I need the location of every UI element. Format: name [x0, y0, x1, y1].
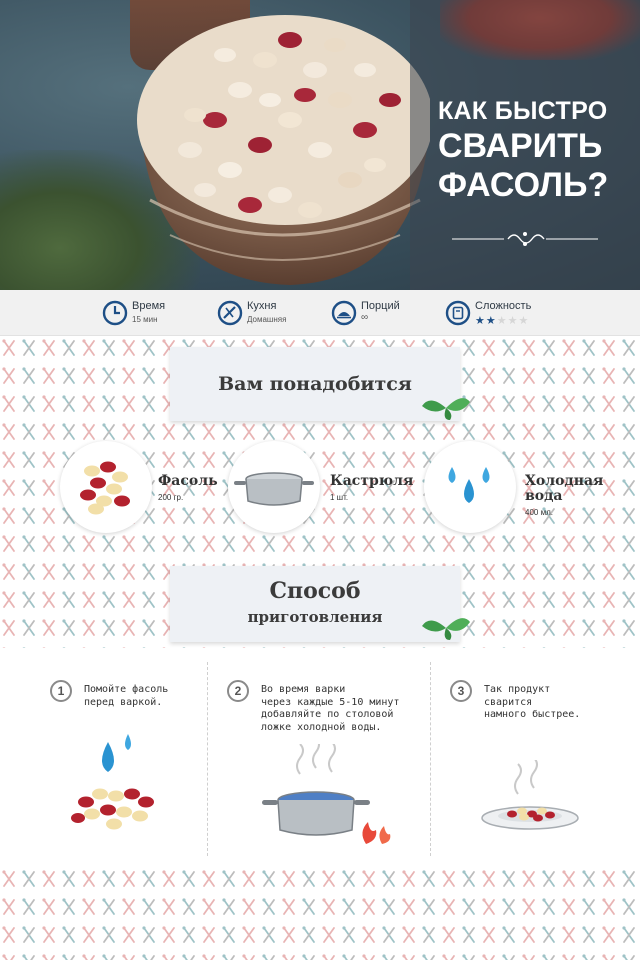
difficulty-label: Сложность — [475, 300, 532, 312]
step-1-line-1: Помойте фасоль — [84, 684, 169, 695]
step-1-text — [84, 684, 168, 709]
step-1-line-2: перед варкой. — [84, 696, 163, 708]
bean-bowl-image — [130, 0, 430, 290]
pot-circle — [228, 441, 320, 533]
plate-icon — [217, 300, 243, 326]
scale-icon — [445, 300, 471, 326]
time-value: 15 мин — [132, 315, 158, 324]
star-filled-icon: ★ — [485, 315, 497, 327]
water-name-line-2: вода — [525, 488, 563, 505]
wash-beans-icon — [64, 730, 164, 834]
step-divider — [430, 662, 431, 856]
ingredient-pot-qty: 1 шт. — [330, 493, 349, 502]
water-circle — [424, 441, 516, 533]
star-empty-icon: ★ — [518, 315, 530, 327]
difficulty-stars — [475, 314, 529, 327]
page-title — [438, 98, 628, 203]
beans-icon — [60, 441, 152, 533]
star-empty-icon: ★ — [496, 315, 508, 327]
ingredient-pot-name: Кастрюля — [330, 473, 414, 489]
step-3-text — [484, 684, 580, 722]
cutlery-pattern-bottom — [0, 868, 640, 960]
cutlery-pattern-icon — [0, 868, 640, 960]
step-2-line-2: через каждые 5-10 минут — [261, 696, 400, 708]
ornament-divider-icon — [452, 228, 598, 250]
boiling-pot-icon — [258, 744, 398, 848]
star-filled-icon: ★ — [475, 315, 486, 327]
water-name-line-1: Холодная — [525, 473, 604, 489]
star-empty-icon: ★ — [507, 315, 519, 327]
method-heading-line-1: Способ — [269, 578, 361, 604]
cuisine-label: Кухня — [247, 300, 277, 312]
servings-value: ∞ — [361, 312, 369, 323]
serving-icon — [331, 300, 357, 326]
step-2-line-1: Во время варки — [261, 684, 346, 695]
hero-banner — [0, 0, 640, 290]
step-3-line-3: намного быстрее. — [484, 709, 581, 720]
step-divider — [207, 662, 208, 856]
mint-leaf-icon — [420, 608, 472, 642]
servings-label: Порций — [361, 300, 400, 312]
ingredient-water-name — [525, 474, 603, 505]
title-line-2: СВАРИТЬ — [438, 127, 603, 165]
ingredient-beans-qty: 200 гр. — [158, 493, 184, 502]
step-2-line-3: добавляйте по столовой — [261, 709, 394, 720]
step-2-number: 2 — [227, 680, 249, 702]
water-drops-icon — [424, 441, 516, 533]
clock-icon — [102, 300, 128, 326]
method-heading-line-2: приготовления — [247, 608, 383, 626]
pot-icon — [228, 441, 320, 533]
step-2-text — [261, 684, 399, 734]
cuisine-value: Домашняя — [247, 315, 287, 324]
time-label: Время — [132, 300, 166, 312]
mint-leaf-icon — [420, 388, 472, 422]
step-3-line-2: сварится — [484, 696, 533, 708]
step-2-line-4: ложке холодной воды. — [261, 721, 382, 733]
ingredient-beans-name: Фасоль — [158, 473, 218, 489]
step-1-number: 1 — [50, 680, 72, 702]
ingredient-water-qty: 400 мл. — [525, 508, 553, 517]
step-3-number: 3 — [450, 680, 472, 702]
needed-heading-card — [170, 347, 460, 421]
method-heading-card — [170, 566, 460, 642]
beans-circle — [60, 441, 152, 533]
needed-heading: Вам понадобится — [218, 373, 412, 395]
recipe-info-bar — [0, 290, 640, 336]
step-3-line-1: Так продукт — [484, 684, 551, 695]
title-line-3: ФАСОЛЬ? — [438, 165, 609, 204]
plate-of-beans-icon — [478, 760, 584, 836]
title-line-1: КАК БЫСТРО — [438, 97, 608, 125]
